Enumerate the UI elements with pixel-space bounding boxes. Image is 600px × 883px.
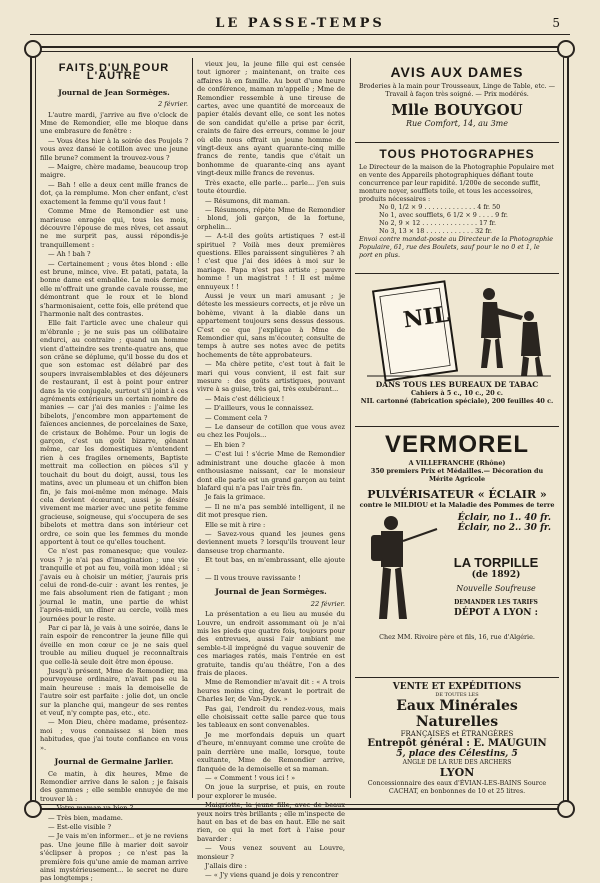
price-item: No 0, 1/2 × 9 . . . . . . . . . . . . . 4 fr. 50 <box>379 203 501 211</box>
price-item: No 3, 13 × 18 . . . . . . . . . . . . 32 fr. <box>379 227 492 235</box>
depot-address: Chez MM. Rivoire père et fils, 16, rue d'Algérie. <box>379 633 535 641</box>
paragraph: — Est-elle visible ? <box>48 822 112 831</box>
paragraph: — Très bien, madame. <box>48 813 123 822</box>
page-header <box>30 16 570 36</box>
ad-line: FRANÇAISES et ÉTRANGÈRES <box>400 730 514 738</box>
paragraph: Maigriotte, la jeune fille, avec de beaux yeux noirs très brillants ; elle m'inspecte de haut en bas et de bas en haut. Elle ne sait rien, ce qui la met fort à l'aise pour bavarder : <box>197 801 345 843</box>
ad-text: Broderies à la main pour Trousseaux, Linge de Table, etc. — Travail à façon très soigné. — Prix modérés. <box>359 82 555 98</box>
paragraph: — Vous êtes hier à la soirée des Poujols ? vous avez dansé le cotillon avec une jeune fille brune? comment la trouvez-vous ? <box>40 136 188 162</box>
paragraph: — Bah ! elle a deux cent mille francs de dot, ça la remplume. Mon cher enfant, c'est exactement la femme qu'il vous faut ! <box>40 180 188 206</box>
ad-subtitle: A VILLEFRANCHE (Rhône) <box>408 459 506 467</box>
paragraph: Mme de Remondier m'avait dit : « A trois heures moins cinq, devant le portrait de Charles Ier, de Van-Dyck. » <box>197 678 345 704</box>
paragraph: — Il vous trouve ravissante ! <box>205 573 301 582</box>
ad-nil-papier <box>355 276 559 427</box>
ad-photographes <box>355 147 559 274</box>
paragraph: Par ci par là, je vais à une soirée, dans le rain espoir de rencontrer la jeune fille qui éveille en mon cœur ce je ne sais quel trouble au milieu duquel je reconnaîtrais que celle-là seule doit être mon épouse. <box>40 624 188 666</box>
ad-vermorel <box>355 431 559 678</box>
tarifs-line: DEMANDER LES TARIFS <box>454 599 538 606</box>
paragraph: — Le danseur de cotillon que vous avez eu chez les Poujols... <box>197 423 345 440</box>
entry-date: 2 février. <box>157 100 188 109</box>
ad-line: Cahiers à 5 c., 10 c., 20 c. <box>410 389 504 397</box>
journal-entry-germaine <box>40 770 188 883</box>
journal-entry-jean-2 <box>197 610 345 880</box>
paragraph: Je me morfondais depuis un quart d'heure, m'ennuyant comme une croûte de pain derrière une malle, lorsque, toute exultante, Mme de Remondier arrive, flanquée de la demoiselle et sa maman. <box>197 730 345 773</box>
ad-subtitle: DE TOUTES LES <box>435 692 479 698</box>
paragraph: — Maigre, chère madame, beaucoup trop maigre. <box>40 163 188 180</box>
paragraph: — Résumons, répète Mme de Remondier : blond, joli garçon, de la fortune, orphelin... <box>197 205 345 231</box>
ad-line: NIL cartonné (fabrication spéciale), 200 feuilles 40 c. <box>360 397 554 405</box>
torpille-desc: Nouvelle Soufreuse <box>456 584 536 593</box>
paragraph: — Eh bien ? <box>205 440 245 449</box>
header-rule <box>30 34 570 35</box>
paragraph: — Mon Dieu, chère madame, présentez-moi ; vous connaissez si bien mes habitudes, que j'ai toute confiance en vous ». <box>40 718 188 752</box>
paragraph: — A-t-il des goûts artistiques ? est-il spirituel ? Voilà mes deux premières questions. Elles paraissent singulières ? ah ! c'est que j'ai des idées à moi sur le mariage. Papa n'est pas artiste ; pauvre homme ! un magistrat ! ! Il est même ennuyeux ! ! <box>197 232 345 291</box>
frame-corner-ornament <box>557 40 575 58</box>
paragraph: Comme Mme de Remondier est une marieuse enragée qui, tous les mois, découvre l'épouse de mes rêves, cet assaut ne me surprit pas, aussi répondis-je tranquillement : <box>40 207 188 249</box>
torpille-name: LA TORPILLE <box>453 555 539 570</box>
ad-city: LYON <box>439 766 475 779</box>
article-column-2 <box>197 60 345 880</box>
price-item: No 2, 9 × 12 . . . . . . . . . . . . . . 17 fr. <box>379 219 497 227</box>
advertisements-column <box>355 60 559 798</box>
ad-title: DANS TOUS LES BUREAUX DE TABAC <box>375 380 539 389</box>
ad-title: TOUS PHOTOGRAPHES <box>379 147 535 161</box>
product-use: contre le MILDIOU et la Maladie des Pommes de terre <box>359 501 555 509</box>
paragraph: Ce n'est pas romanesque; que voulez-vous ? je n'ai pas d'imagination ; une vie tranquille et pot au feu, voilà mon idéal ; si j'avais eu à choisir un métier, j'aurais pris celui de rond-de-cuir : avant les rentes, je me fais absolument rien de fatigant ; mon journal le matin, une partie de whist l'après-midi, un dîner au cercle, voilà mes journées pour le reste. <box>40 547 188 623</box>
frame-corner-ornament <box>24 40 42 58</box>
ad-brand: VERMOREL <box>384 431 529 458</box>
paragraph: — Ma chère petite, c'est tout à fait le mari qui vous convient, il est fait sur mesure : des goûts artistiques, pouvant vivre à sa guise, très gai, très exubérant... <box>197 360 345 394</box>
price-item: No 1, avec soufflets, 6 1/2 × 9 . . . . 9 fr. <box>379 211 508 219</box>
nil-illustration <box>357 276 557 380</box>
entry-date: 22 février. <box>310 599 345 608</box>
paragraph: La présentation a eu lieu au musée du Louvre, un endroit assommant où je n'ai mis les pieds que quatre fois, toujours pour des entrevues, aussi l'air ambiant me semble-t-il imprégné du vague souvenir de ces mariages ratés, mais l'entrée en est gratuite, tandis qu'au théâtre, l'on a des frais de places. <box>197 610 345 678</box>
paragraph: — D'ailleurs, vous le connaissez. <box>205 404 314 413</box>
paragraph: — « Comment ! vous ici ! » <box>205 773 296 782</box>
paragraph: — Mais c'est délicieux ! <box>205 394 285 403</box>
ad-title: VENTE ET EXPÉDITIONS <box>392 682 522 692</box>
paragraph: Elle se mit à rire : <box>205 520 266 529</box>
paragraph: Je fais la grimace. <box>205 493 266 502</box>
ad-name: Mlle BOUYGOU <box>391 101 523 119</box>
journal-heading: Journal de Jean Sormèges. <box>215 587 327 597</box>
ad-footer: Envoi contre mandat-poste au Directeur de la Photographie Populaire, 61, rue des Boulets, sauf pour le no 0 et 1, le port en plus. <box>359 235 554 259</box>
paragraph: — Votre maman va bien ? <box>48 804 134 813</box>
price-eclair-2: Éclair, no 2.. 30 fr. <box>457 523 551 533</box>
article-title: FAITS D'UN POUR L'AUTRE <box>58 62 170 83</box>
ad-footer: Concessionnaire des eaux d'ÉVIAN-LES-BAINS Source CACHAT, en bonbonnes de 10 et 25 litres. <box>367 779 547 795</box>
ad-headline: Eaux Minérales Naturelles <box>396 698 518 730</box>
ad-entrepot: Entrepôt général : E. MAUGUIN <box>367 738 547 749</box>
ad-address: Rue Comfort, 14, au 3me <box>405 119 509 128</box>
ad-line: ANGLE DE LA RUE DES ARCHERS <box>402 759 512 766</box>
journal-heading: Journal de Germaine Jarlier. <box>54 757 174 767</box>
column-separator <box>350 58 351 798</box>
frame-corner-ornament <box>557 800 575 818</box>
journal-entry-jean-1 <box>40 111 188 752</box>
paragraph: — Savez-vous quand les jeunes gens deviennent muets ? lorsqu'ils trouvent leur danseuse trop charmante. <box>197 529 345 555</box>
paragraph: Et tout bas, en m'embrassant, elle ajoute : <box>197 556 345 573</box>
paragraph: L'autre mardi, j'arrive au five o'clock de Mme de Remondier, elle me bloque dans une embrasure de fenêtre : <box>40 110 188 136</box>
page-number: 5 <box>552 16 560 30</box>
paragraph: — Il ne m'a pas semblé intelligent, il ne dit mot presque rien. <box>197 502 345 520</box>
journal-heading: Journal de Jean Sormèges. <box>58 87 170 97</box>
paragraph: vieux jeu, la jeune fille qui est censée tout ignorer ; maintenant, on traite ces affaires là en famille. Au bout d'une heure de conférence, maman m'appelle ; Mme de Remondier ressemble à une tireuse de cartes, avec une quantité de morceaux de papier étalés devant elle, ce sont les notes de son candidat qu'elle a prise par écrit, craints de faire des erreurs, comme le jour où elle nous offrait un jeune homme de vingt-deux ans ayant quarante-cinq mille francs de rente, tandis que c'était un bonhomme de quarante-cinq ans ayant vingt-deux mille francs de revenus. <box>197 60 345 178</box>
paragraph: On joue la surprise, et puis, en route pour explorer le musée. <box>197 783 345 800</box>
sprayer-man-icon <box>361 511 441 631</box>
paragraph: Elle fait l'article avec une chaleur qui m'ébranle ; je ne suis pas un célibataire endurci, au contraire ; quand un homme vient d'atteindre ses trente-quatre ans, que son crâne se déplume, qu'il bosse du dos et que son estomac est délabré par des soupers invraisemblables et des déjeuners de restaurant, il est à point pour entrer dans la vie conjugale, surtout s'il joint à ces agréments extérieurs un certain nombre de manies — car j'ai des manies : j'aime les bibelots, j'encombre mon appartement de faïences anciennes, de porcelaines de Saxe, de cristaux de Bohême. Pour un logis de garçon, c'est un goût bizarre, gênant même, car les domestiques n'entendent rien à ces fragiles ornements, Baptiste mettrait ma collection en pièces s'il y touchait du bout du doigt, aussi, tous les matins, avec un plumeau et un chiffon bien fin, je fais moi-même mon ménage. Mais cela devient écœurant, aussi je désire vivement me marier avec une petite femme gracieuse, soigneuse, qui s'occupera de ses bibelots et mettra dans son intérieur cet ordre, ce soin que les femmes du monde apportent à tout ce qu'elles touchent. <box>40 319 188 546</box>
depot-line: DÉPOT A LYON : <box>454 608 538 618</box>
paragraph: — C'est lui ! s'écrie Mme de Remondier administrant une douche glacée à mon enthousiasme naissant, car le monsieur dont elle parle est un grand garçon au teint blafard qui n'a pas l'air très fin. <box>197 450 345 492</box>
ad-text: 350 premiers Prix et Médailles.— Décoration du Mérite Agricole <box>370 467 544 483</box>
journal-title: LE PASSE-TEMPS <box>215 16 385 31</box>
paragraph: Très exacte, elle parle... parle... j'en suis toute étourdie. <box>197 178 345 196</box>
journal-entry-continued <box>197 60 345 582</box>
paragraph: — « J'y viens quand je dois y rencontrer <box>205 871 339 880</box>
torpille-year: (de 1892) <box>471 570 521 580</box>
paragraph: Aussi je veux un mari amusant ; je déteste les messieurs corrects, et je rêve un bohème, vivant à la diable dans un appartement toujours sens dessus dessous. C'est ce que j'explique à Mme de Remondier qui, sans m'écouter, consulte de temps à autre ses notes avec de petits hochements de tête approbateurs. <box>197 291 345 359</box>
ad-address: 5, place des Célestins, 5 <box>396 749 518 759</box>
paragraph: Pas gai, l'endroit du rendez-vous, mais elle choisissait cette salle parce que tous les tableaux en sont convenables. <box>197 704 345 730</box>
ad-text: Le Directeur de la maison de la Photographie Populaire met en vente des Appareils photographiques défiant toute concurrence par leur rapidité. 1/200e de seconde suffit, monture noyer, soufflets toile, et tous les accessoires, produits nécessaires : <box>359 163 554 203</box>
workers-figures-icon <box>481 288 543 376</box>
paragraph: Jusqu'à présent, Mme de Remondier, ma pourvoyeuse ordinaire, n'avait pas eu la main heureuse : mais la demoiselle de l'autre soir est parfaite : jolie dot, un oncle sur la planche qui, mangeur de ses rentes et veuf, n'y compte pas, etc., etc. <box>40 667 188 718</box>
ad-eaux-minerales <box>355 682 559 812</box>
product-name: PULVÉRISATEUR « ÉCLAIR » <box>367 488 547 501</box>
paragraph: — Certainement ; vous êtes blond : elle est brune, mince, vive. Et patati, patata, la bonne dame est emballée. Le mois dernier, elle m'offrait une grande cavale rousse, me démontrant que le roux et le blond s'harmonisaient, cette fois, elle prétend que l'harmonie naît des contrastes. <box>40 259 188 318</box>
paragraph: Ce matin, à dix heures, Mme de Remondier arrive dans le salon ; je faisais des gammes ; elle semble ennuyée de me trouver là : <box>40 769 188 803</box>
paragraph: — Vous venez souvent au Louvre, monsieur ? <box>197 844 345 861</box>
price-block <box>458 513 551 533</box>
price-list <box>379 203 555 235</box>
sprayer-block <box>355 509 559 633</box>
column-separator <box>192 58 193 798</box>
ad-avis-aux-dames <box>355 64 559 143</box>
brand-mark: NIL <box>401 301 451 334</box>
paragraph: — Comment cela ? <box>205 413 268 422</box>
price-eclair-1: Éclair, no 1.. 40 fr. <box>457 513 551 523</box>
paragraph: — Je vais m'en informer... et je ne reviens pas. Une jeune fille à marier doit savoir s'éclipser à propos ; ce n'est pas la première fois qu'une amie de maman arrive ainsi mystérieusement... le secret ne dure pas longtemps ; <box>40 832 188 883</box>
paragraph: J'allais dire : <box>205 861 247 870</box>
article-column-1 <box>40 60 188 883</box>
torpille-block <box>441 555 551 618</box>
paragraph: — Ah ! bah ? <box>48 250 91 259</box>
paragraph: — Résumons, dit maman. <box>205 196 291 205</box>
ad-title: AVIS AUX DAMES <box>390 64 524 80</box>
